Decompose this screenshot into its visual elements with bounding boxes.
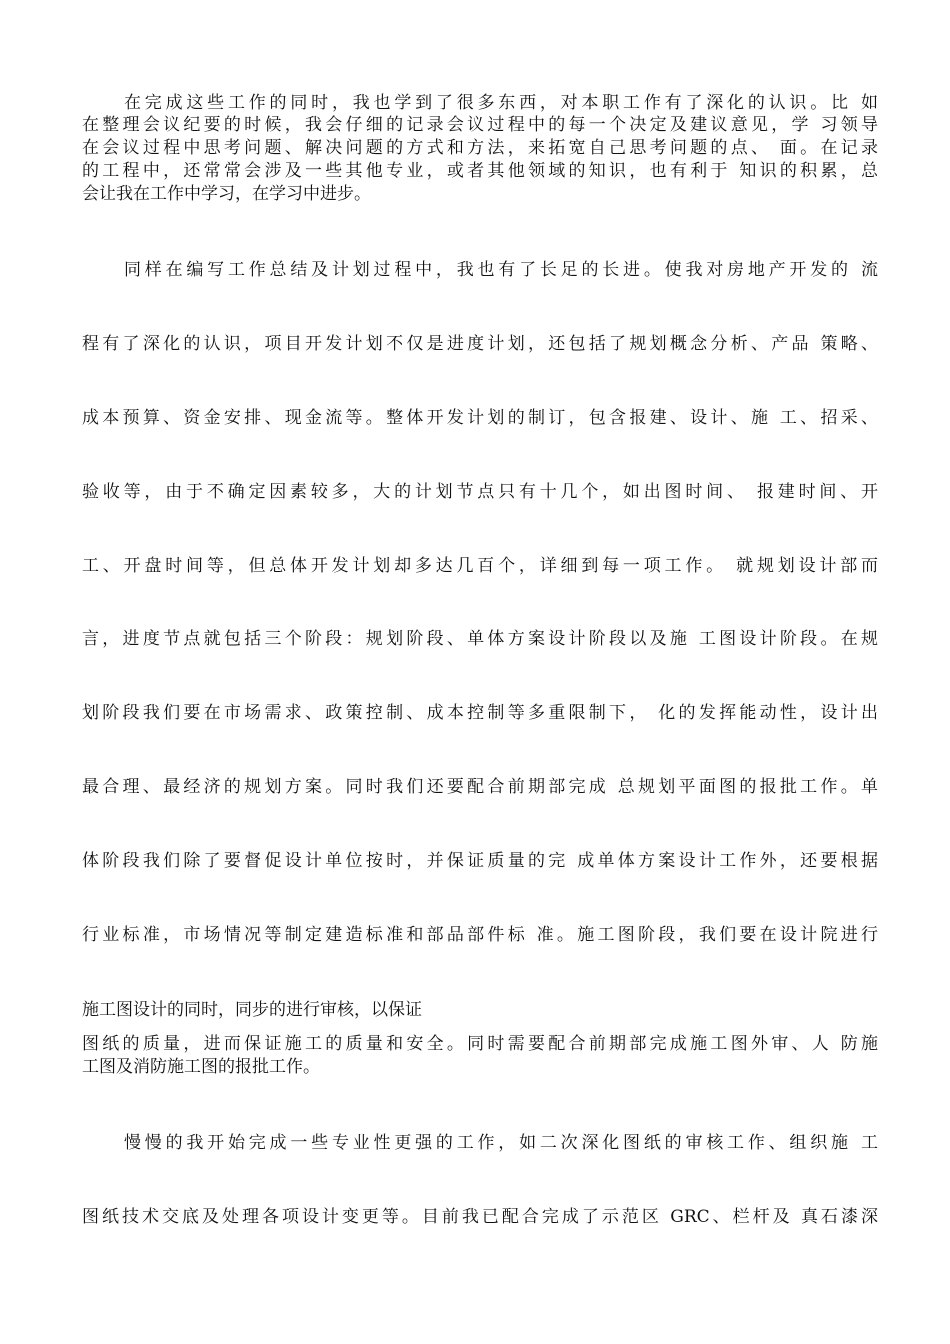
text-line: 图纸技术交底及处理各项设计变更等。目前我已配合完成了示范区 GRC、栏杆及 真石漆深 <box>82 1207 878 1227</box>
text-line: 划阶段我们要在市场需求、政策控制、成本控制等多重限制下， 化的发挥能动性，设计出 <box>82 703 878 723</box>
text-line: 的工程中，还常常会涉及一些其他专业，或者其他领域的知识，也有利于 知识的积累，总 <box>82 161 878 181</box>
text-line: 成本预算、资金安排、现金流等。整体开发计划的制订，包含报建、设计、施 工、招采、 <box>82 408 878 428</box>
text-line: 言，进度节点就包括三个阶段：规划阶段、单体方案设计阶段以及施 工图设计阶段。在规 <box>82 629 878 649</box>
text-line: 行业标准，市场情况等制定建造标准和部品部件标 准。施工图阶段，我们要在设计院进行 <box>82 925 878 945</box>
text-line: 同样在编写工作总结及计划过程中，我也有了长足的长进。使我对房地产开发的 流 <box>124 260 878 280</box>
text-line: 会让我在工作中学习，在学习中进步。 <box>82 184 371 204</box>
text-line: 在整理会议纪要的时候，我会仔细的记录会议过程中的每一个决定及建议意见，学 习领导 <box>82 115 878 135</box>
text-line: 图纸的质量，进而保证施工的质量和安全。同时需要配合前期部完成施工图外审、人 防施 <box>82 1034 878 1054</box>
text-line: 体阶段我们除了要督促设计单位按时，并保证质量的完 成单体方案设计工作外，还要根据 <box>82 851 878 871</box>
text-line: 最合理、最经济的规划方案。同时我们还要配合前期部完成 总规划平面图的报批工作。单 <box>82 777 878 797</box>
text-line: 验收等，由于不确定因素较多，大的计划节点只有十几个，如出图时间、 报建时间、开 <box>82 482 878 502</box>
text-line: 工图及消防施工图的报批工作。 <box>82 1057 320 1077</box>
text-line: 在会议过程中思考问题、解决问题的方式和方法，来拓宽自己思考问题的点、 面。在记录 <box>82 138 878 158</box>
text-line: 施工图设计的同时，同步的进行审核，以保证 <box>82 1000 422 1020</box>
text-line: 慢慢的我开始完成一些专业性更强的工作，如二次深化图纸的审核工作、组织施 工 <box>124 1133 878 1153</box>
text-line: 在完成这些工作的同时，我也学到了很多东西，对本职工作有了深化的认识。比 如 <box>124 93 878 113</box>
text-line: 工、开盘时间等，但总体开发计划却多达几百个，详细到每一项工作。 就规划设计部而 <box>82 556 878 576</box>
text-line: 程有了深化的认识，项目开发计划不仅是进度计划，还包括了规划概念分析、产品 策略、 <box>82 334 878 354</box>
